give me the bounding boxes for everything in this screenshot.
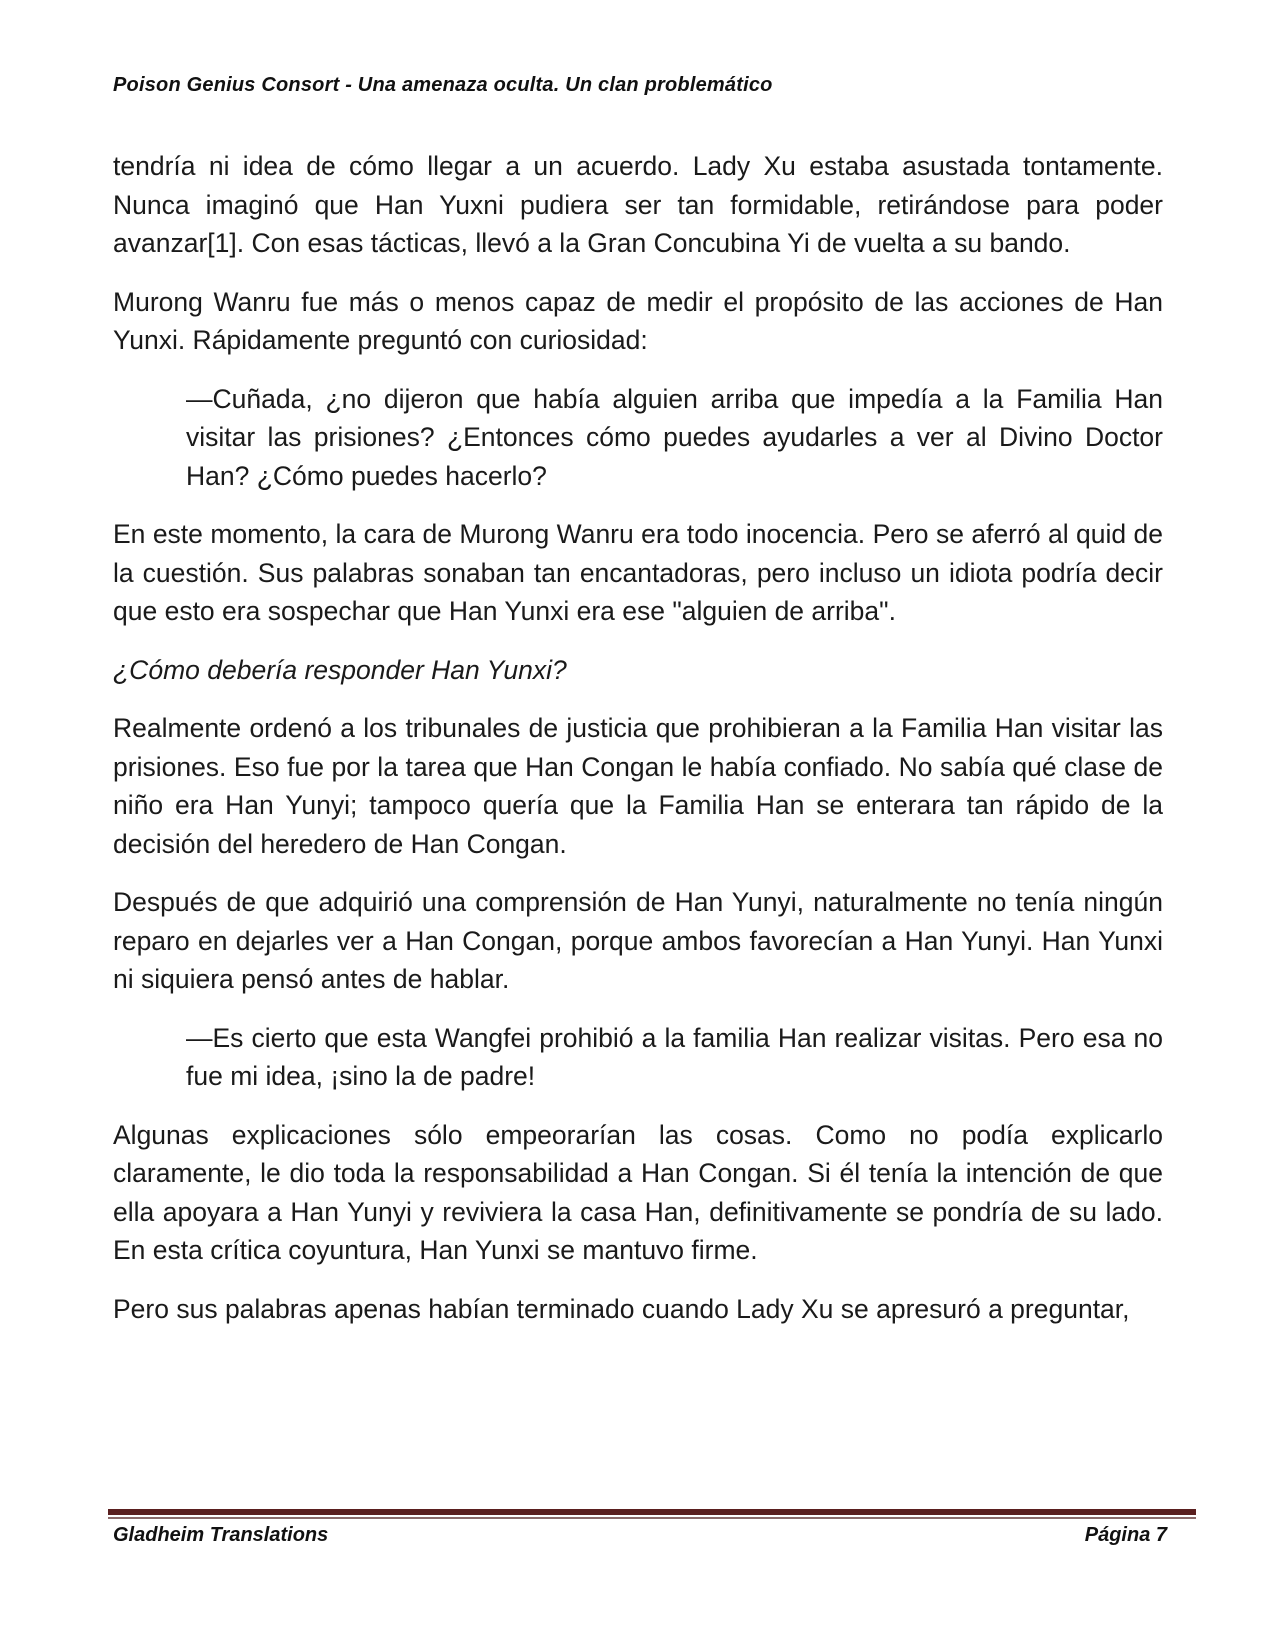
document-body bbox=[113, 147, 1163, 1348]
page-header-title: Poison Genius Consort - Una amenaza oculta. Un clan problemático bbox=[113, 74, 773, 96]
paragraph: Murong Wanru fue más o menos capaz de medir el propósito de las acciones de Han Yunxi. Rápidamente preguntó con curiosidad: bbox=[113, 286, 1163, 355]
paragraph: tendría ni idea de cómo llegar a un acuerdo. Lady Xu estaba asustada tontamente. Nunca imaginó que Han Yuxni pudiera ser tan formidable, retirándose para poder avanzar[1]. Con esas tácticas, llevó a la Gran Concubina Yi de vuelta a su bando. bbox=[113, 151, 1163, 258]
paragraph: Pero sus palabras apenas habían terminado cuando Lady Xu se apresuró a preguntar, bbox=[113, 1293, 1130, 1324]
dialogue-paragraph: —Cuñada, ¿no dijeron que había alguien arriba que impedía a la Familia Han visitar las prisiones? ¿Entonces cómo puedes ayudarles a ver al Divino Doctor Han? ¿Cómo puedes hacerlo? bbox=[186, 383, 1163, 491]
paragraph: Después de que adquirió una comprensión de Han Yunyi, naturalmente no tenía ningún reparo en dejarles ver a Han Congan, porque ambos favorecían a Han Yunyi. Han Yunxi ni siquiera pensó antes de hablar. bbox=[113, 887, 1163, 994]
italic-paragraph: ¿Cómo debería responder Han Yunxi? bbox=[113, 654, 567, 685]
footer-publisher: Gladheim Translations bbox=[113, 1524, 329, 1546]
footer-divider bbox=[108, 1509, 1196, 1515]
dialogue-paragraph: —Es cierto que esta Wangfei prohibió a la familia Han realizar visitas. Pero esa no fue mi idea, ¡sino la de padre! bbox=[186, 1022, 1163, 1091]
paragraph: Realmente ordenó a los tribunales de justicia que prohibieran a la Familia Han visitar las prisiones. Eso fue por la tarea que Han Congan le había confiado. No sabía qué clase de niño era Han Yunyi; tampoco quería que la Familia Han se enterara tan rápido de la decisión del heredero de Han Congan. bbox=[113, 713, 1163, 859]
paragraph: Algunas explicaciones sólo empeorarían las cosas. Como no podía explicarlo claramente, le dio toda la responsabilidad a Han Congan. Si él tenía la intención de que ella apoyara a Han Yunyi y reviviera la casa Han, definitivamente se pondría de su lado. En esta crítica coyuntura, Han Yunxi se mantuvo firme. bbox=[113, 1119, 1163, 1265]
footer-page-number: Página 7 bbox=[1084, 1524, 1167, 1546]
footer-divider-thin bbox=[108, 1517, 1196, 1519]
paragraph: En este momento, la cara de Murong Wanru era todo inocencia. Pero se aferró al quid de la cuestión. Sus palabras sonaban tan encantadoras, pero incluso un idiota podría decir que esto era sospechar que Han Yunxi era ese "alguien de arriba". bbox=[113, 519, 1163, 626]
